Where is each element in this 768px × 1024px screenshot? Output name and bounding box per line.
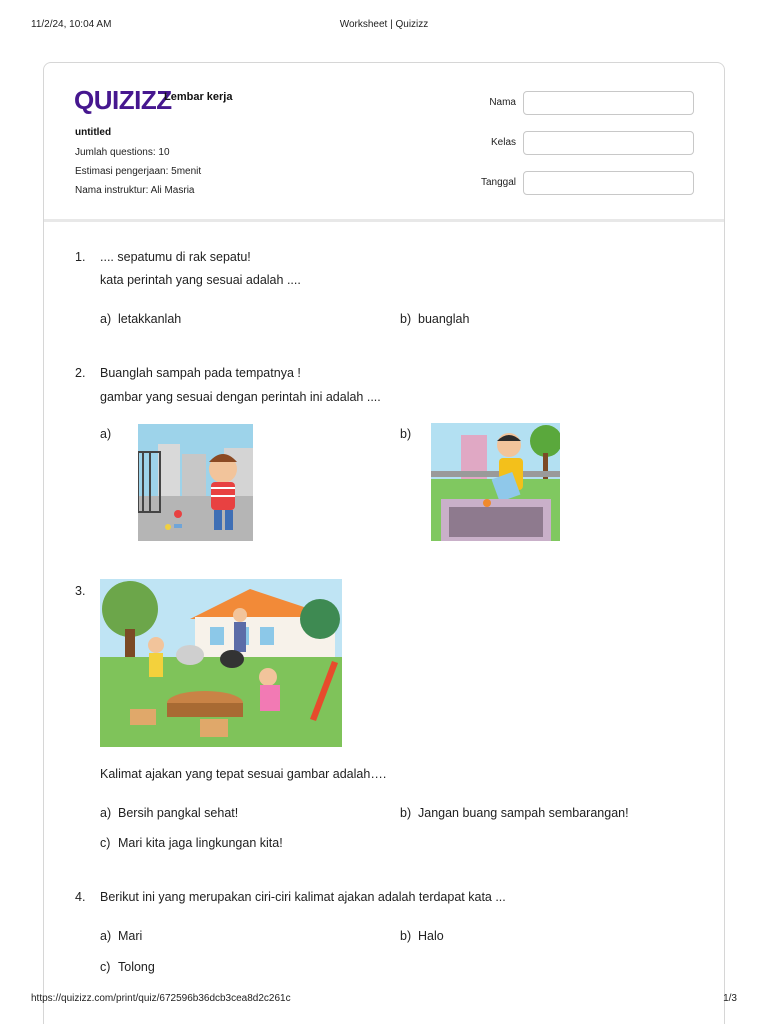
option-key: c) [100,960,111,974]
option-key: a) [100,427,112,441]
print-header [31,19,737,33]
question-4-option-b[interactable] [400,929,444,943]
option-key: a) [100,312,112,326]
option-text: Tolong [118,960,155,974]
name-field[interactable] [523,91,694,115]
option-text: Jangan buang sampah sembarangan! [418,806,629,820]
question-1-option-b[interactable] [400,312,469,326]
option-text: Mari kita jaga lingkungan kita! [118,836,283,850]
print-page-title: Worksheet | Quizizz [339,19,429,30]
question-1-number: 1. [75,250,86,264]
print-url: https://quizizz.com/print/quiz/672596b36dcb3cea8d2c261c [31,993,291,1004]
worksheet-header [44,63,724,222]
question-2-line-1: Buanglah sampah pada tempatnya ! [100,366,301,380]
question-1-line-2: kata perintah yang sesuai adalah .... [100,273,301,287]
option-key: b) [400,312,412,326]
time-estimate: Estimasi pengerjaan: 5menit [75,166,202,177]
children-cleaning-park-picture [100,579,342,747]
option-key: c) [100,836,111,850]
option-key: b) [400,806,412,820]
instructor-name: Nama instruktur: Ali Masria [75,185,195,196]
question-4-line-1: Berikut ini yang merupakan ciri-ciri kalimat ajakan adalah terdapat kata ... [100,890,506,904]
class-field[interactable] [523,131,694,155]
option-key: a) [100,806,112,820]
question-3-number: 3. [75,584,86,598]
option-text: buanglah [418,312,470,326]
question-3-option-c[interactable] [100,836,283,850]
boy-using-trash-bin-illustration [431,423,560,541]
question-4-option-a[interactable] [100,929,142,943]
name-label: Nama [489,97,516,108]
print-footer [31,993,737,1007]
quiz-title: untitled [75,127,112,138]
question-2-line-2: gambar yang sesuai dengan perintah ini adalah .... [100,390,381,404]
question-3-line-1: Kalimat ajakan yang tepat sesuai gambar adalah…. [100,767,387,781]
question-4-number: 4. [75,890,86,904]
option-key: b) [400,929,412,943]
option-text: Mari [118,929,143,943]
question-1-option-a[interactable] [100,312,181,326]
page-number: 1/3 [723,993,737,1004]
option-text: letakkanlah [118,312,182,326]
option-key: b) [400,427,412,441]
worksheet-card [43,62,725,1024]
boy-littering-picture[interactable] [138,424,253,541]
worksheet-subtitle: Lembar kerja [164,91,233,103]
boy-using-trash-bin-picture[interactable] [431,423,560,541]
option-key: a) [100,929,112,943]
date-field[interactable] [523,171,694,195]
question-3-option-b[interactable] [400,806,629,820]
question-2-option-a[interactable] [100,427,118,441]
boy-littering-illustration [138,424,253,541]
question-1-line-1: .... sepatumu di rak sepatu! [100,250,251,264]
question-3-option-a[interactable] [100,806,238,820]
questions-count: Jumlah questions: 10 [75,147,170,158]
quizizz-logo: QUIZIZZ [74,85,172,115]
question-4-option-c[interactable] [100,960,155,974]
date-label: Tanggal [480,177,516,188]
option-text: Halo [418,929,444,943]
class-label: Kelas [490,137,516,148]
option-text: Bersih pangkal sehat! [118,806,239,820]
children-cleaning-park-illustration [100,579,342,747]
question-2-number: 2. [75,366,86,380]
question-2-option-b[interactable] [400,427,418,441]
print-timestamp: 11/2/24, 10:04 AM [31,19,112,30]
